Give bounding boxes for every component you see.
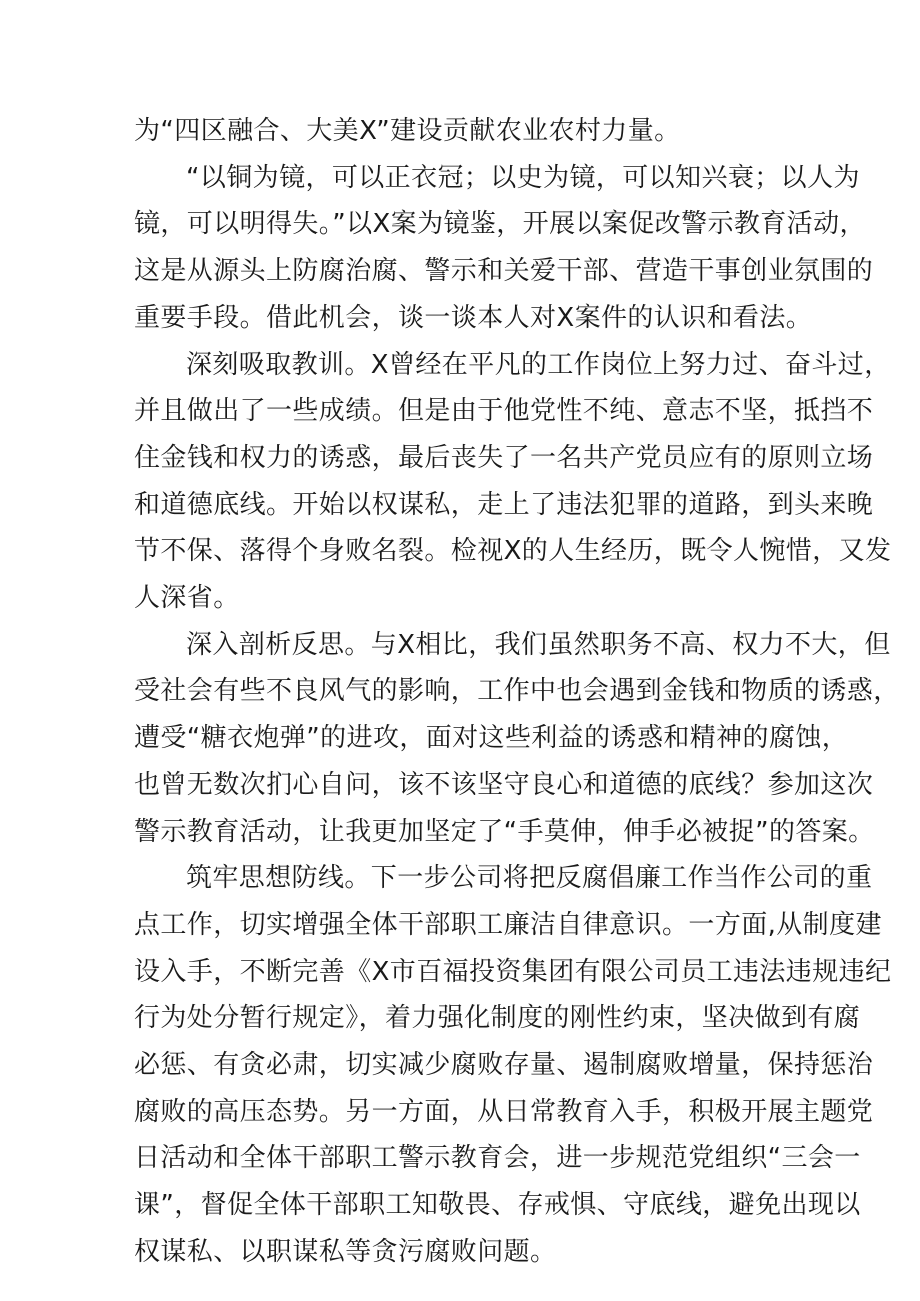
paragraph bbox=[134, 108, 796, 155]
paragraph bbox=[134, 622, 900, 856]
text-line: 权谋私、以职谋私等贪污腐败问题。 bbox=[134, 1236, 557, 1267]
text-line: 住金钱和权力的诱惑，最后丧失了一名共产党员应有的原则立场 bbox=[134, 442, 874, 473]
text-line: “以铜为镜，可以正衣冠；以史为镜，可以知兴衰；以人为 bbox=[186, 162, 860, 193]
text-line: 镜，可以明得失。”以X案为镜鉴，开展以案促改警示教育活动， bbox=[134, 209, 866, 240]
paragraph bbox=[134, 155, 874, 342]
text-line: 必惩、有贪必肃，切实减少腐败存量、遏制腐败增量，保持惩治 bbox=[134, 1050, 874, 1081]
text-line: 节不保、落得个身败名裂。检视X的人生经历，既令人惋惜，又发 bbox=[134, 536, 892, 567]
text-line: 深刻吸取教训。X曾经在平凡的工作岗位上努力过、奋斗过， bbox=[186, 349, 891, 380]
paragraph bbox=[134, 342, 892, 622]
text-line: 日活动和全体干部职工警示教育会，进一步规范党组织“三会一 bbox=[134, 1143, 861, 1174]
document-body bbox=[134, 108, 900, 1276]
text-line: 遭受“糖衣炮弹”的进攻，面对这些利益的诱惑和精神的腐蚀， bbox=[134, 723, 849, 754]
text-line: 筑牢思想防线。下一步公司将把反腐倡廉工作当作公司的重 bbox=[186, 863, 873, 894]
text-line: 并且做出了一些成绩。但是由于他党性不纯、意志不坚，抵挡不 bbox=[134, 396, 874, 427]
text-line: 人深省。 bbox=[134, 583, 240, 614]
paragraph bbox=[134, 855, 892, 1275]
text-line: 受社会有些不良风气的影响，工作中也会遇到金钱和物质的诱惑， bbox=[134, 676, 900, 707]
text-line: 重要手段。借此机会，谈一谈本人对X案件的认识和看法。 bbox=[134, 302, 813, 333]
text-line: 这是从源头上防腐治腐、警示和关爱干部、营造干事创业氛围的 bbox=[134, 256, 874, 287]
text-line: 腐败的高压态势。另一方面，从日常教育入手，积极开展主题党 bbox=[134, 1096, 874, 1127]
text-line: 警示教育活动，让我更加坚定了“手莫伸，伸手必被捉”的答案。 bbox=[134, 816, 875, 847]
text-line: 点工作，切实增强全体干部职工廉洁自律意识。一方面,从制度建 bbox=[134, 909, 882, 940]
text-line: 设入手，不断完善《X市百福投资集团有限公司员工违法违规违纪 bbox=[134, 956, 892, 987]
text-line: 和道德底线。开始以权谋私，走上了违法犯罪的道路，到头来晚 bbox=[134, 489, 874, 520]
text-line: 深入剖析反思。与X相比，我们虽然职务不高、权力不大，但 bbox=[186, 629, 891, 660]
text-line: 为“四区融合、大美X”建设贡献农业农村力量。 bbox=[134, 116, 681, 146]
text-line: 行为处分暂行规定》，着力强化制度的刚性约束，坚决做到有腐 bbox=[134, 1003, 861, 1034]
text-line: 课”，督促全体干部职工知敬畏、存戒惧、守底线，避免出现以 bbox=[134, 1190, 861, 1221]
text-line: 也曾无数次扪心自问，该不该坚守良心和道德的底线？参加这次 bbox=[134, 769, 874, 800]
